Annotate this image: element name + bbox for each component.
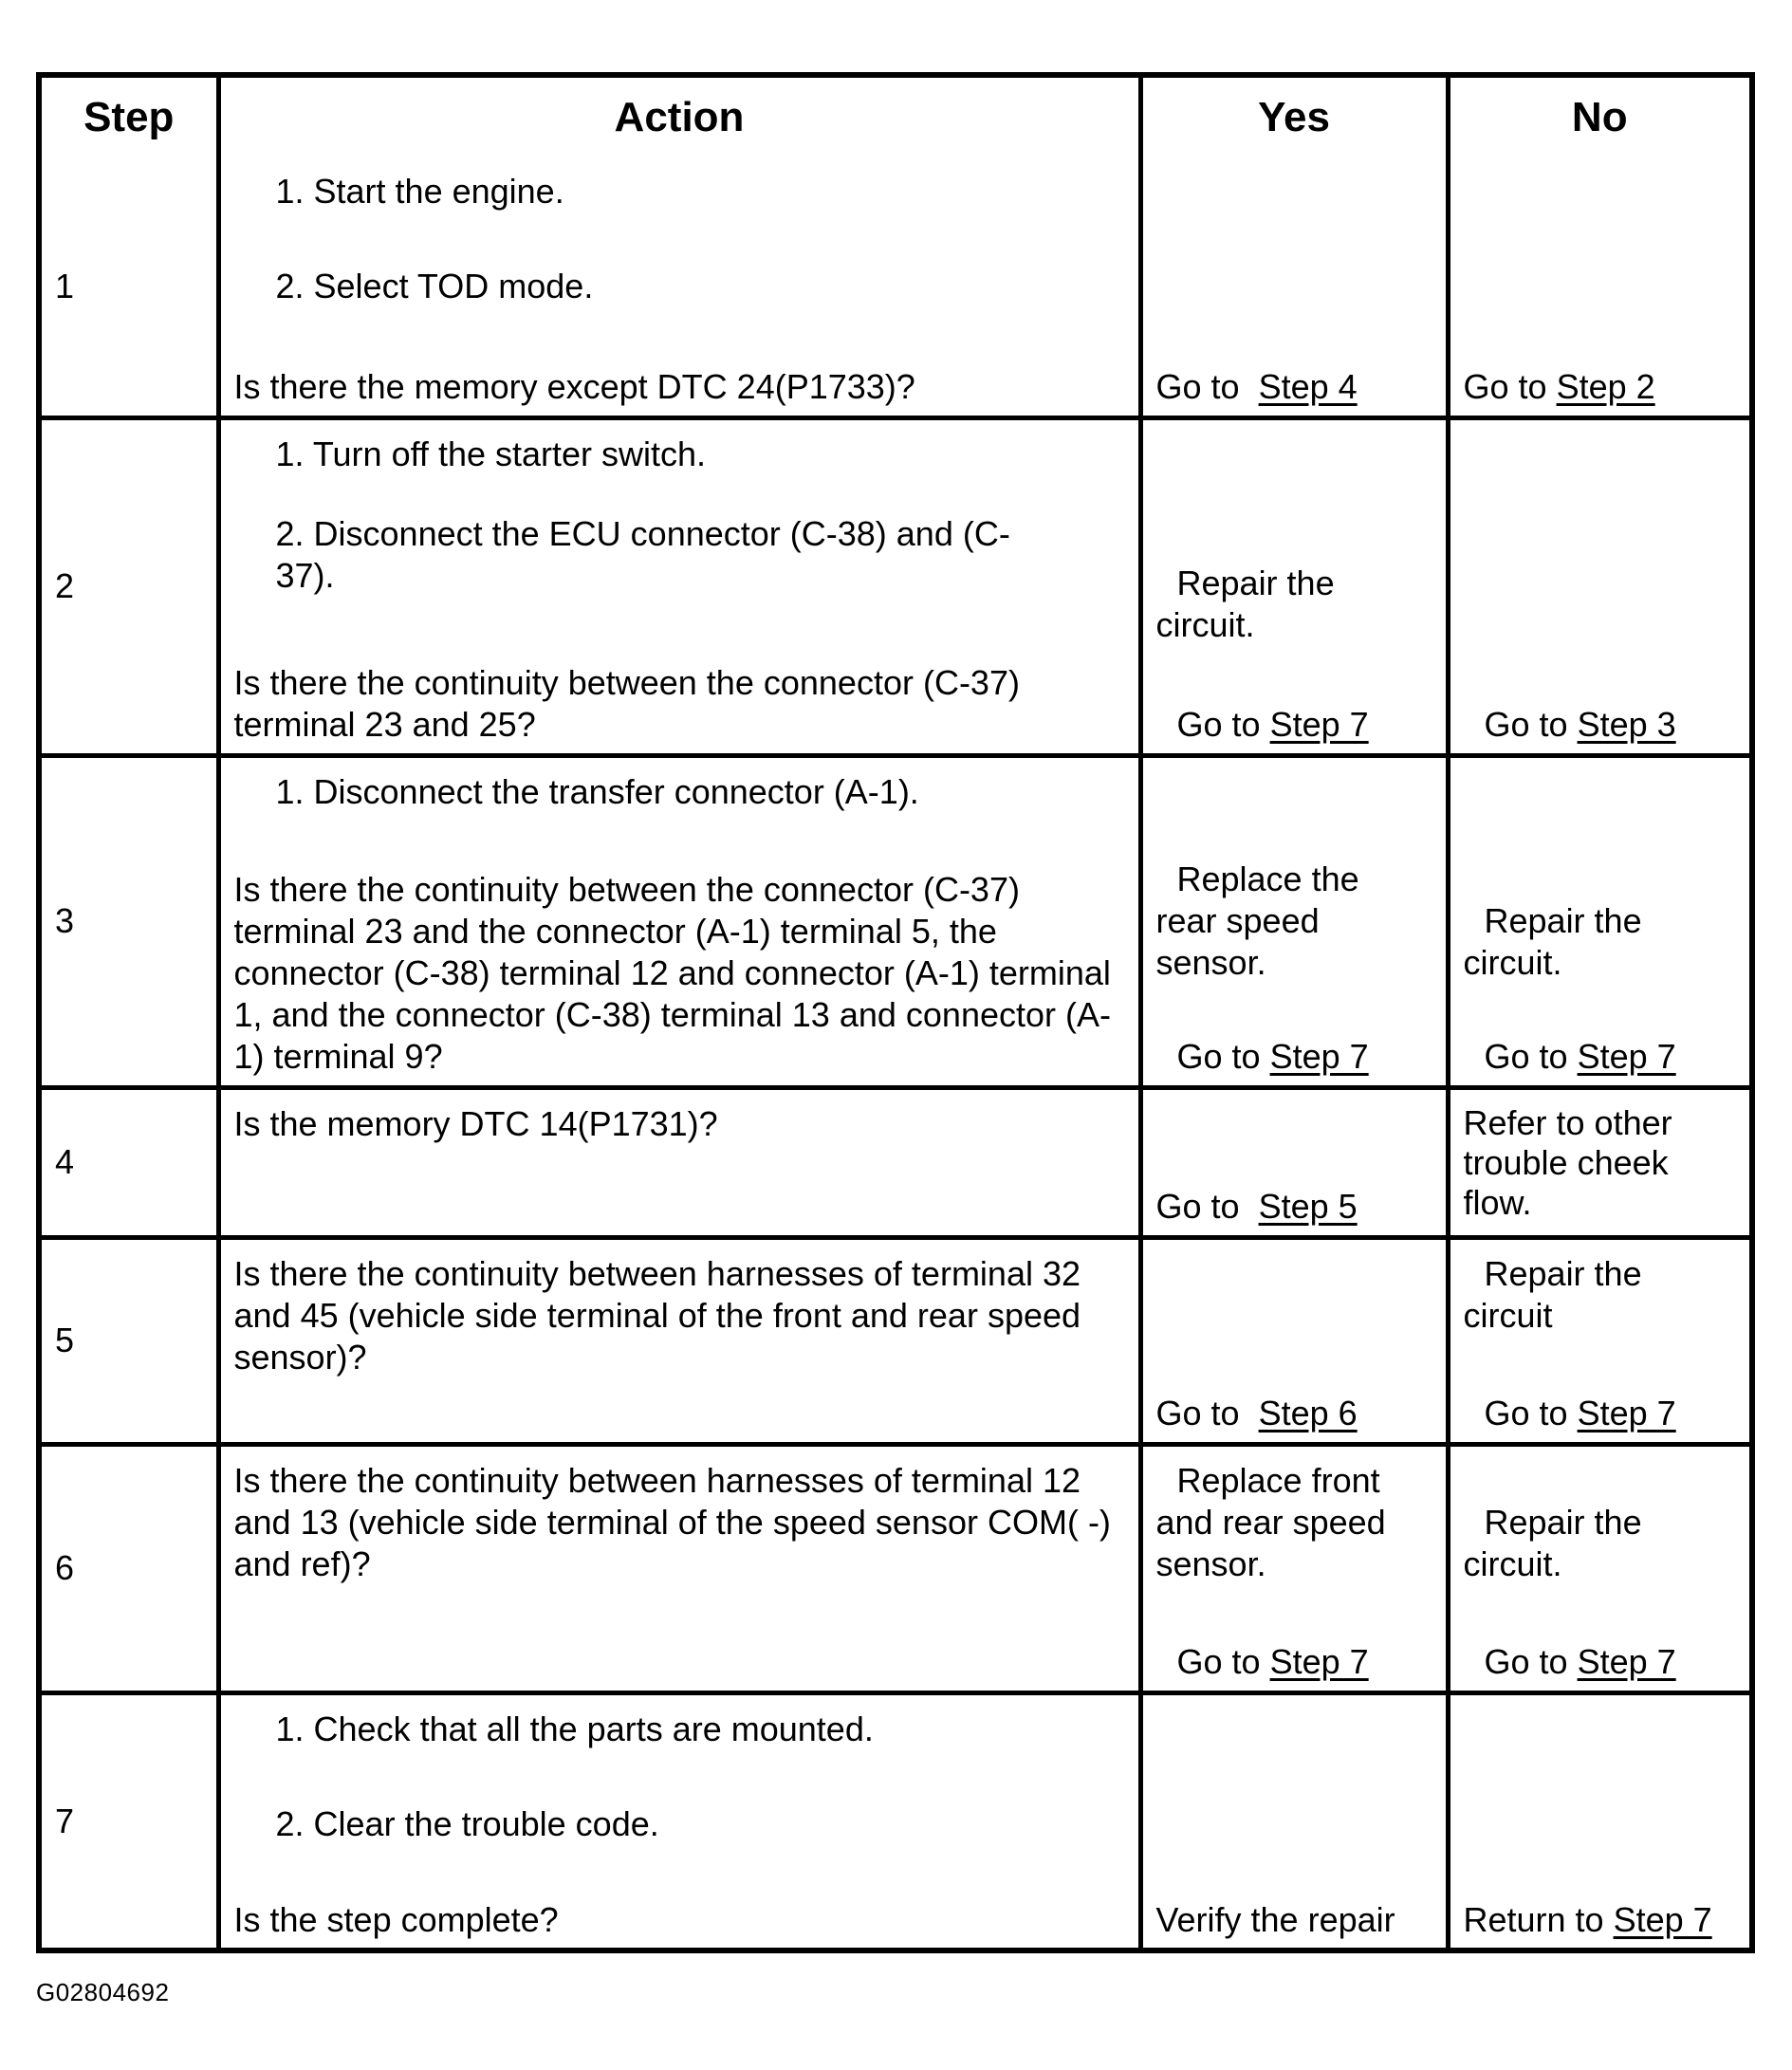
step-link[interactable]: Step 7: [1269, 1641, 1369, 1681]
step-link[interactable]: Step 6: [1258, 1393, 1358, 1432]
action-question: Is the memory DTC 14(P1731)?: [233, 1103, 718, 1143]
step-link[interactable]: Step 2: [1556, 366, 1655, 406]
table-row: [42, 755, 1749, 1087]
step-link[interactable]: Step 3: [1577, 704, 1676, 744]
yes-goto: Go to Step 6: [1155, 1393, 1358, 1432]
step-number: 5: [55, 1321, 75, 1359]
yes-cell: [1140, 1237, 1448, 1444]
step-link[interactable]: Step 7: [1269, 1036, 1369, 1076]
step-link[interactable]: Step 4: [1258, 366, 1358, 406]
yes-cell: [1140, 1692, 1448, 1949]
step-number: 3: [55, 901, 75, 940]
table-row: [42, 157, 1749, 417]
step-cell: [42, 1692, 218, 1949]
table-row: [42, 1444, 1749, 1692]
no-goto: Return to Step 7: [1463, 1900, 1712, 1939]
no-cell: [1448, 1692, 1749, 1949]
yes-goto: Go to Step 4: [1155, 366, 1358, 406]
action-item: 2. Disconnect the ECU connector (C-38) and (C-37).: [275, 513, 1010, 595]
step-cell: [42, 1237, 218, 1444]
yes-instruction: Replace front and rear speed sensor.: [1155, 1460, 1386, 1583]
diagnostic-table-frame: [36, 72, 1755, 1953]
step-link[interactable]: Step 7: [1577, 1641, 1676, 1681]
action-cell: [218, 157, 1140, 417]
step-number: 7: [55, 1802, 75, 1841]
yes-cell: [1140, 1444, 1448, 1692]
table-row: [42, 1087, 1749, 1237]
step-cell: [42, 1087, 218, 1237]
no-cell: [1448, 157, 1749, 417]
step-link[interactable]: Step 7: [1613, 1900, 1712, 1939]
no-cell: [1448, 1237, 1749, 1444]
action-cell: [218, 755, 1140, 1087]
action-cell: [218, 1692, 1140, 1949]
header-row: [42, 78, 1749, 157]
yes-goto: Go to Step 5: [1155, 1186, 1358, 1226]
step-link[interactable]: Step 7: [1577, 1393, 1676, 1432]
header-step: Step: [42, 78, 218, 157]
yes-goto: Go to Step 7: [1176, 1641, 1369, 1681]
yes-cell: [1140, 1087, 1448, 1237]
no-cell: [1448, 417, 1749, 755]
action-question: Is there the continuity between harnesses of terminal 12 and 13 (vehicle side terminal of the speed sensor COM( -) and ref)?: [233, 1460, 1111, 1583]
yes-cell: [1140, 755, 1448, 1087]
step-link[interactable]: Step 7: [1577, 1036, 1676, 1076]
no-goto: Go to Step 7: [1484, 1641, 1676, 1681]
action-question: Is there the memory except DTC 24(P1733)?: [233, 366, 915, 406]
step-link[interactable]: Step 5: [1258, 1186, 1358, 1226]
step-number: 4: [55, 1142, 75, 1181]
action-item: 2. Select TOD mode.: [275, 267, 594, 305]
no-instruction: Repair the circuit.: [1463, 900, 1642, 982]
step-number: 6: [55, 1548, 75, 1587]
action-item: 2. Clear the trouble code.: [275, 1803, 659, 1843]
step-cell: [42, 755, 218, 1087]
diagnostic-table: [42, 78, 1749, 1949]
yes-goto: Go to Step 7: [1176, 1036, 1369, 1076]
yes-instruction: Verify the repair: [1155, 1900, 1395, 1939]
action-cell: [218, 1087, 1140, 1237]
header-action: Action: [218, 78, 1140, 157]
no-instruction: Refer to other trouble cheek flow.: [1463, 1102, 1672, 1222]
step-cell: [42, 1444, 218, 1692]
action-cell: [218, 1237, 1140, 1444]
table-row: [42, 1692, 1749, 1949]
no-goto: Go to Step 2: [1463, 366, 1655, 406]
action-cell: [218, 1444, 1140, 1692]
action-item: 1. Disconnect the transfer connector (A-1).: [275, 771, 919, 811]
step-number: 1: [55, 266, 75, 305]
no-cell: [1448, 1087, 1749, 1237]
action-item: 1. Start the engine.: [275, 172, 564, 211]
step-number: 2: [55, 566, 75, 605]
table-row: [42, 417, 1749, 755]
action-question: Is there the continuity between the connector (C-37) terminal 23 and the connector (A-1) terminal 5, the connector (C-38) terminal 12 and connector (A-1) terminal 1, and the connector (C-38) terminal 13 and connector (A-1) terminal 9?: [233, 869, 1111, 1076]
no-cell: [1448, 755, 1749, 1087]
action-question: Is the step complete?: [233, 1900, 559, 1939]
yes-goto: Go to Step 7: [1176, 704, 1369, 744]
no-goto: Go to Step 7: [1484, 1393, 1676, 1432]
yes-cell: [1140, 417, 1448, 755]
action-item: 1. Check that all the parts are mounted.: [275, 1709, 874, 1748]
action-cell: [218, 417, 1140, 755]
no-instruction: Repair the circuit.: [1463, 1502, 1642, 1583]
action-question: Is there the continuity between the connector (C-37) terminal 23 and 25?: [233, 662, 1020, 744]
step-link[interactable]: Step 7: [1269, 704, 1369, 744]
no-goto: Go to Step 3: [1484, 704, 1676, 744]
yes-instruction: Replace the rear speed sensor.: [1155, 859, 1359, 982]
step-cell: [42, 157, 218, 417]
no-instruction: Repair the circuit: [1463, 1253, 1642, 1335]
yes-instruction: Repair the circuit.: [1155, 563, 1335, 644]
action-question: Is there the continuity between harnesses of terminal 32 and 45 (vehicle side terminal of the front and rear speed sensor)?: [233, 1253, 1081, 1377]
table-row: [42, 1237, 1749, 1444]
no-goto: Go to Step 7: [1484, 1036, 1676, 1076]
figure-id: G02804692: [36, 1978, 170, 2006]
no-cell: [1448, 1444, 1749, 1692]
step-cell: [42, 417, 218, 755]
header-yes: Yes: [1140, 78, 1448, 157]
header-no: No: [1448, 78, 1749, 157]
action-item: 1. Turn off the starter switch.: [275, 434, 707, 473]
yes-cell: [1140, 157, 1448, 417]
